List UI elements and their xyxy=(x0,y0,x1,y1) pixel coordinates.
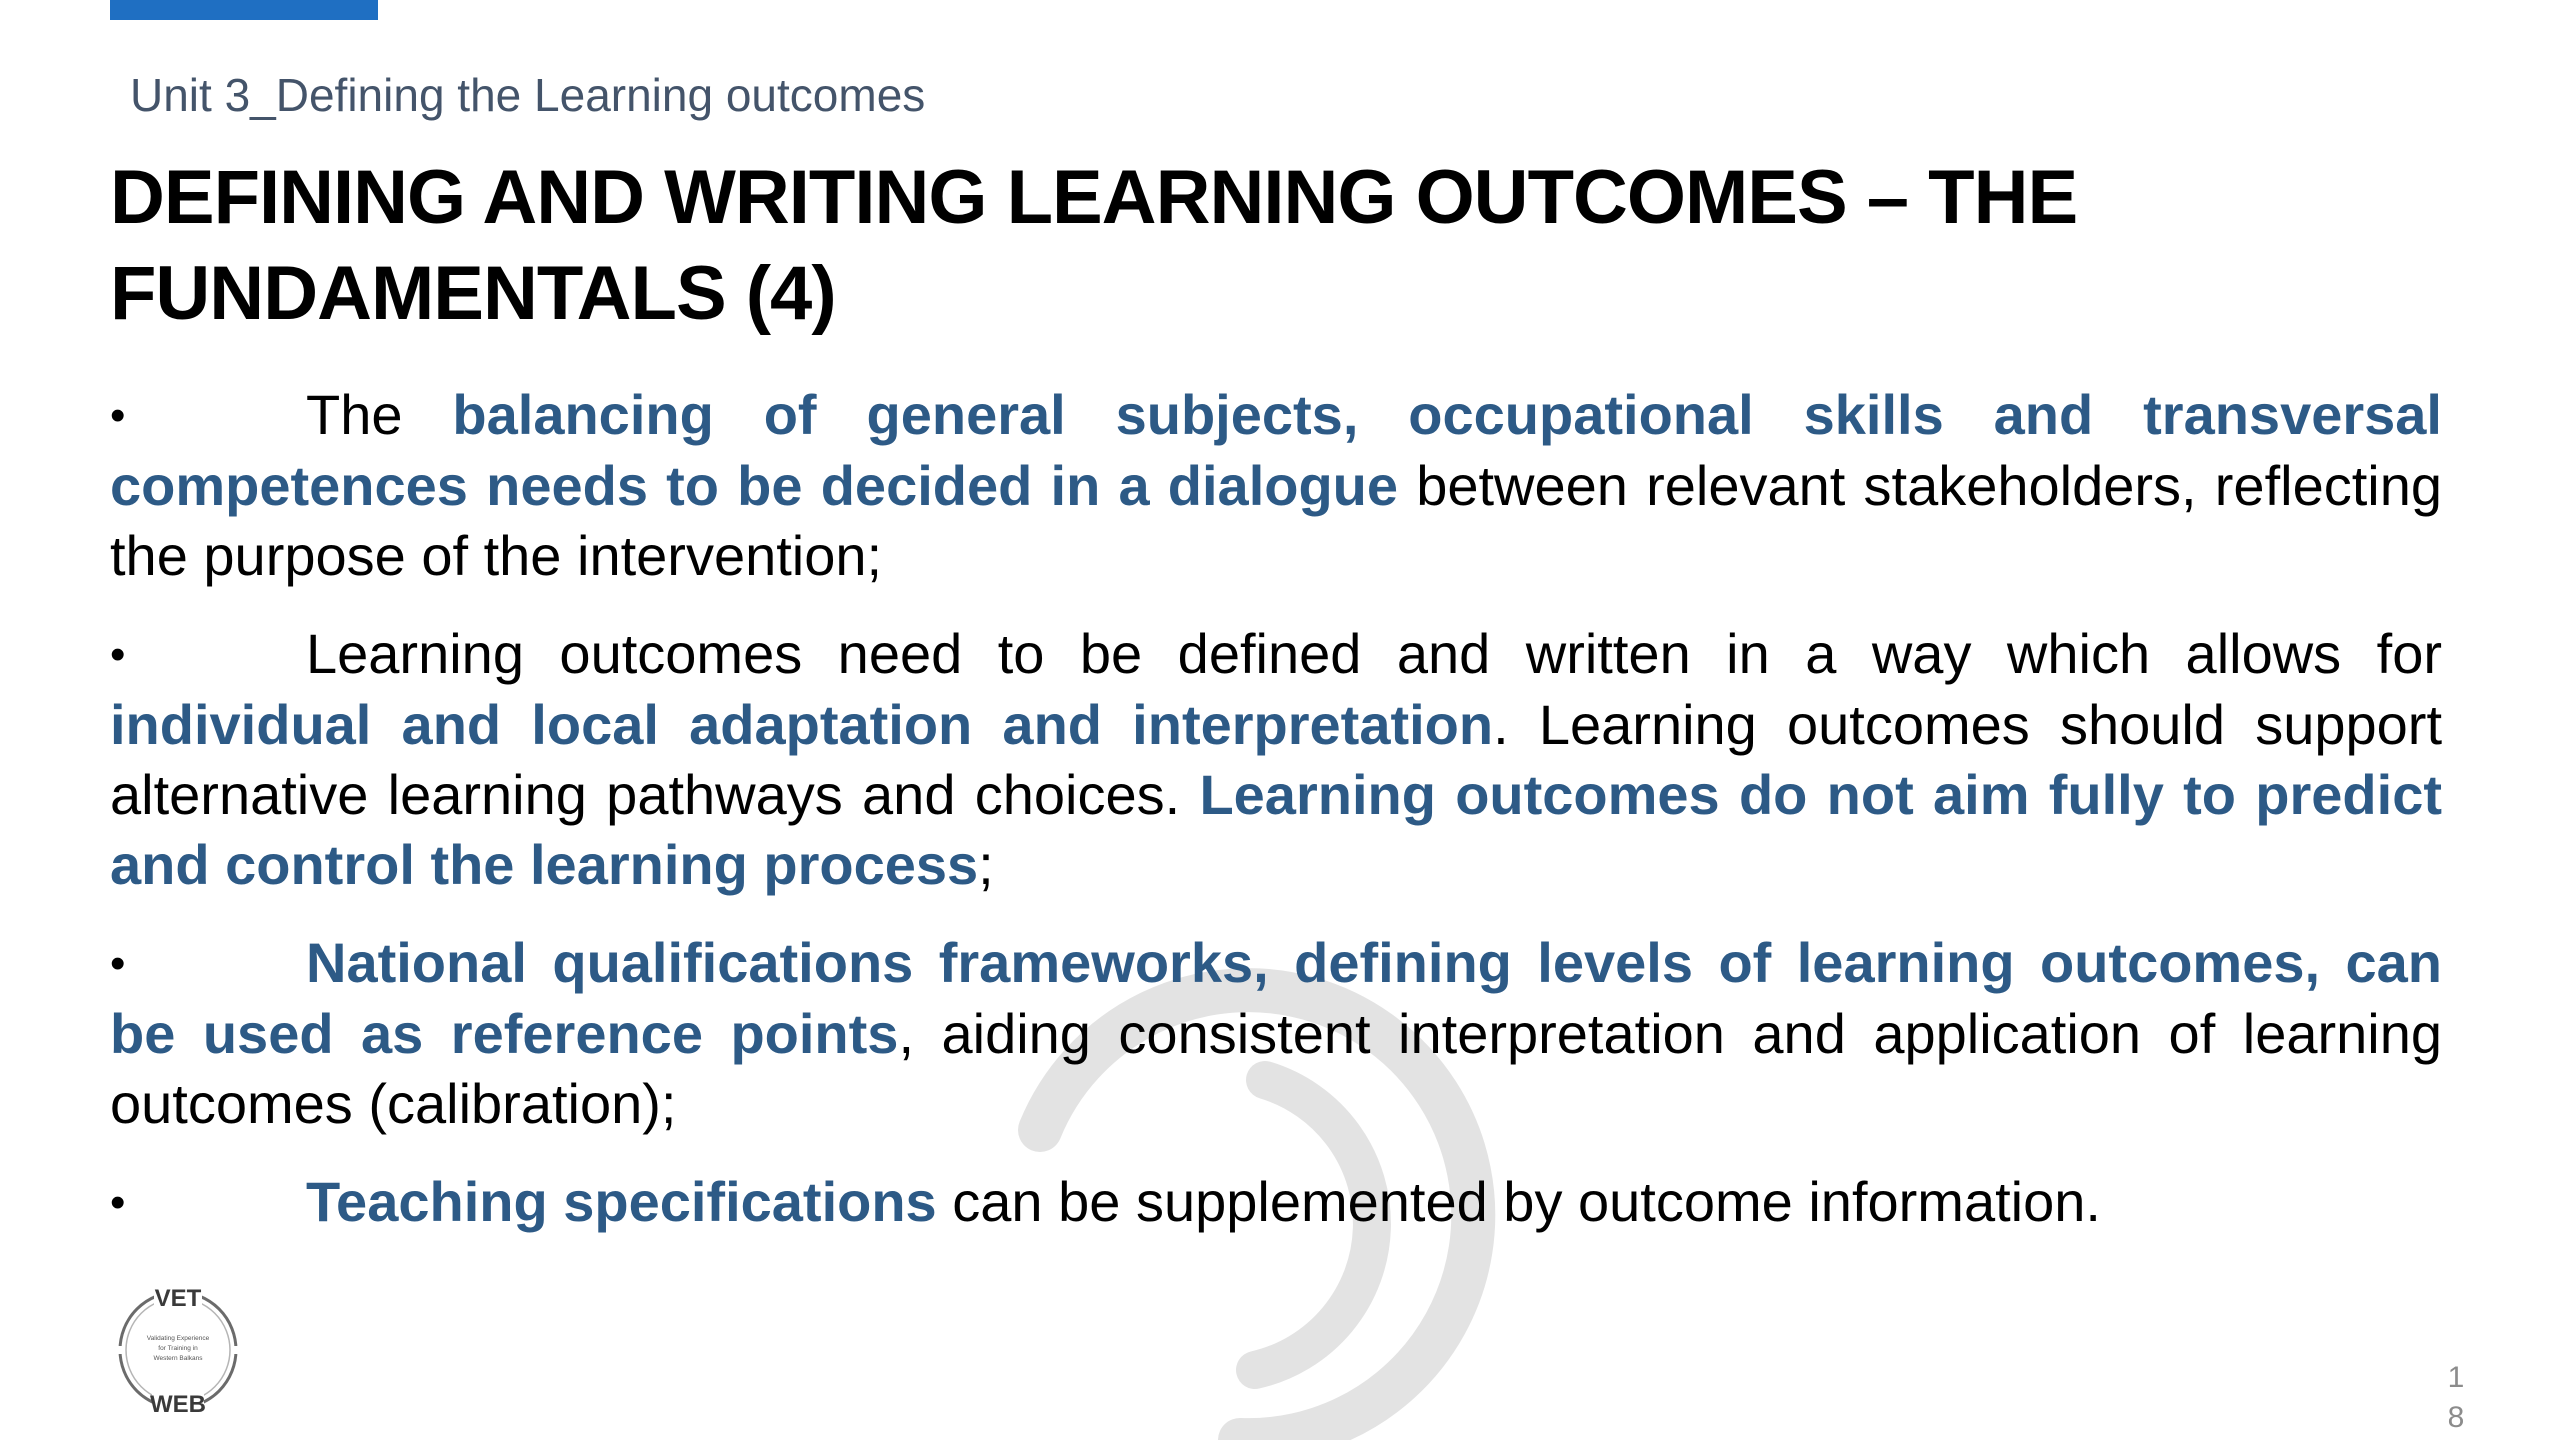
text-segment: can be supplemented by outcome information. xyxy=(936,1170,2101,1233)
bullet-marker: • xyxy=(110,939,126,988)
text-segment: The xyxy=(306,383,453,446)
bullet-item xyxy=(110,928,2442,1139)
bullet-item xyxy=(110,619,2442,900)
logo-right-notch xyxy=(232,1346,244,1354)
highlighted-text-segment: Teaching specifications xyxy=(306,1170,937,1233)
bullet-marker: • xyxy=(110,1178,126,1227)
text-segment: between relevant stakeholders, reflecting the purpose of the intervention; xyxy=(110,454,2443,587)
accent-bar xyxy=(110,0,378,20)
highlighted-text-segment: individual and local adaptation and interpretation xyxy=(110,693,1494,756)
highlighted-text-segment: balancing of general subjects, occupational skills and transversal competences needs to be decided in a dialogue xyxy=(110,383,2442,517)
text-segment: , aiding consistent interpretation and application of learning outcomes (calibration); xyxy=(110,1002,2443,1135)
bullet-text xyxy=(306,1170,2101,1233)
logo-left-notch xyxy=(112,1346,124,1354)
page-number-digit: 8 xyxy=(2447,1401,2465,1434)
bullet-item xyxy=(110,380,2442,591)
bullet-marker: • xyxy=(110,391,126,440)
page-number-digit: 1 xyxy=(2447,1361,2465,1394)
bullet-list xyxy=(110,380,2442,1266)
highlighted-text-segment: Learning outcomes do not aim fully to predict and control the learning process xyxy=(110,763,2442,896)
logo-tagline-line: Western Balkans xyxy=(153,1355,203,1362)
text-segment: Learning outcomes need to be defined and written in a way which allows for xyxy=(306,622,2442,685)
bullet-marker: • xyxy=(110,630,126,679)
unit-subtitle: Unit 3_Defining the Learning outcomes xyxy=(130,69,926,121)
logo-top-text: VET xyxy=(154,1285,202,1312)
highlighted-text-segment: National qualifications frameworks, defining levels of learning outcomes, can be used as reference points xyxy=(110,931,2442,1065)
bullet-text xyxy=(110,622,2442,896)
logo-tagline-line: for Training in xyxy=(158,1345,198,1352)
logo-bottom-text: WEB xyxy=(150,1391,206,1418)
bullet-text xyxy=(110,383,2442,587)
text-segment: . Learning outcomes should support alternative learning pathways and choices. xyxy=(110,693,2443,826)
page-number xyxy=(2440,1358,2472,1438)
text-segment: ; xyxy=(978,833,994,896)
bullet-item xyxy=(110,1167,2442,1238)
logo-tagline-line: Validating Experience xyxy=(146,1335,210,1342)
bullet-text xyxy=(110,931,2442,1135)
slide-title: DEFINING AND WRITING LEARNING OUTCOMES – THE FUNDAMENTALS (4) xyxy=(110,155,2078,336)
vetweb-logo xyxy=(110,1282,246,1418)
